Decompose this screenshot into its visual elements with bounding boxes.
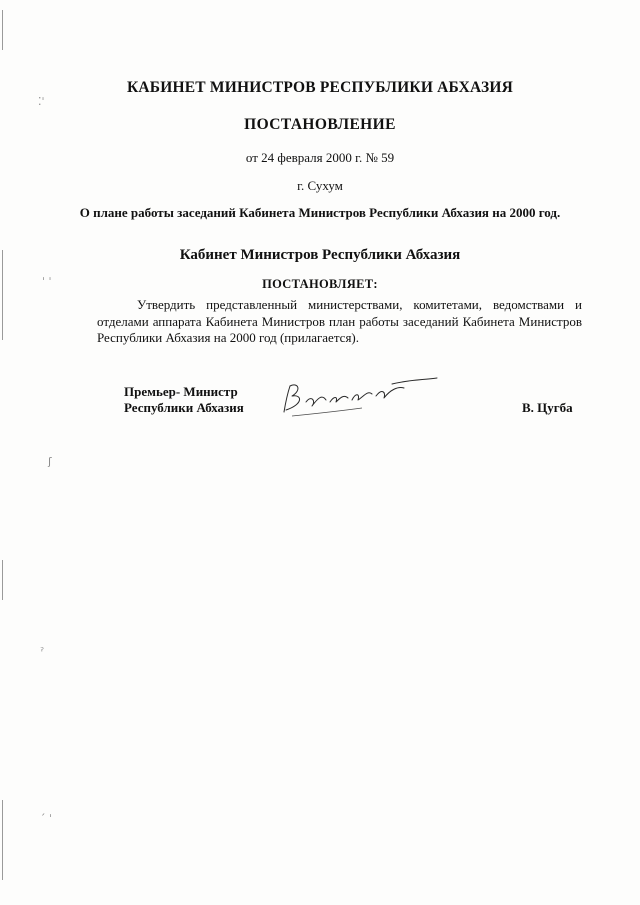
scan-speck: ˊ ˈ [40, 812, 53, 825]
scan-edge-artifact [2, 10, 3, 50]
document-subject: О плане работы заседаний Кабинета Министров Республики Абхазия на 2000 год. [79, 205, 561, 220]
handwritten-signature-icon [272, 372, 442, 422]
scan-edge-artifact [2, 560, 3, 600]
authority-heading: Кабинет Министров Республики Абхазия [179, 247, 461, 263]
scan-speck: ˈ ˈ [42, 275, 52, 288]
decree-paragraph: Утвердить представленный министерствами, комитетами, ведомствами и отделами аппарата Кабинета Министров план работы заседаний Кабинета Министров Республики Абхазия на 2000 год (прилагается). [97, 297, 582, 345]
signatory-role-line2: Республики Абхазия [124, 400, 244, 415]
scan-speck: ⁚ˈ [38, 95, 45, 108]
decree-heading: ПОСТАНОВЛЯЕТ: [262, 277, 378, 291]
signatory-name: В. Цугба [522, 400, 573, 415]
scan-edge-artifact [2, 800, 3, 880]
scan-speck: ʃ [48, 455, 52, 468]
signatory-role [124, 384, 244, 416]
document-type: ПОСТАНОВЛЕНИЕ [244, 116, 396, 133]
scan-speck: ˀ [40, 645, 45, 658]
document-place: г. Сухум [297, 178, 343, 193]
issuer-title: КАБИНЕТ МИНИСТРОВ РЕСПУБЛИКИ АБХАЗИЯ [126, 79, 514, 96]
document-date: от 24 февраля 2000 г. № 59 [245, 150, 395, 165]
signatory-role-line1: Премьер- Министр [124, 384, 238, 399]
